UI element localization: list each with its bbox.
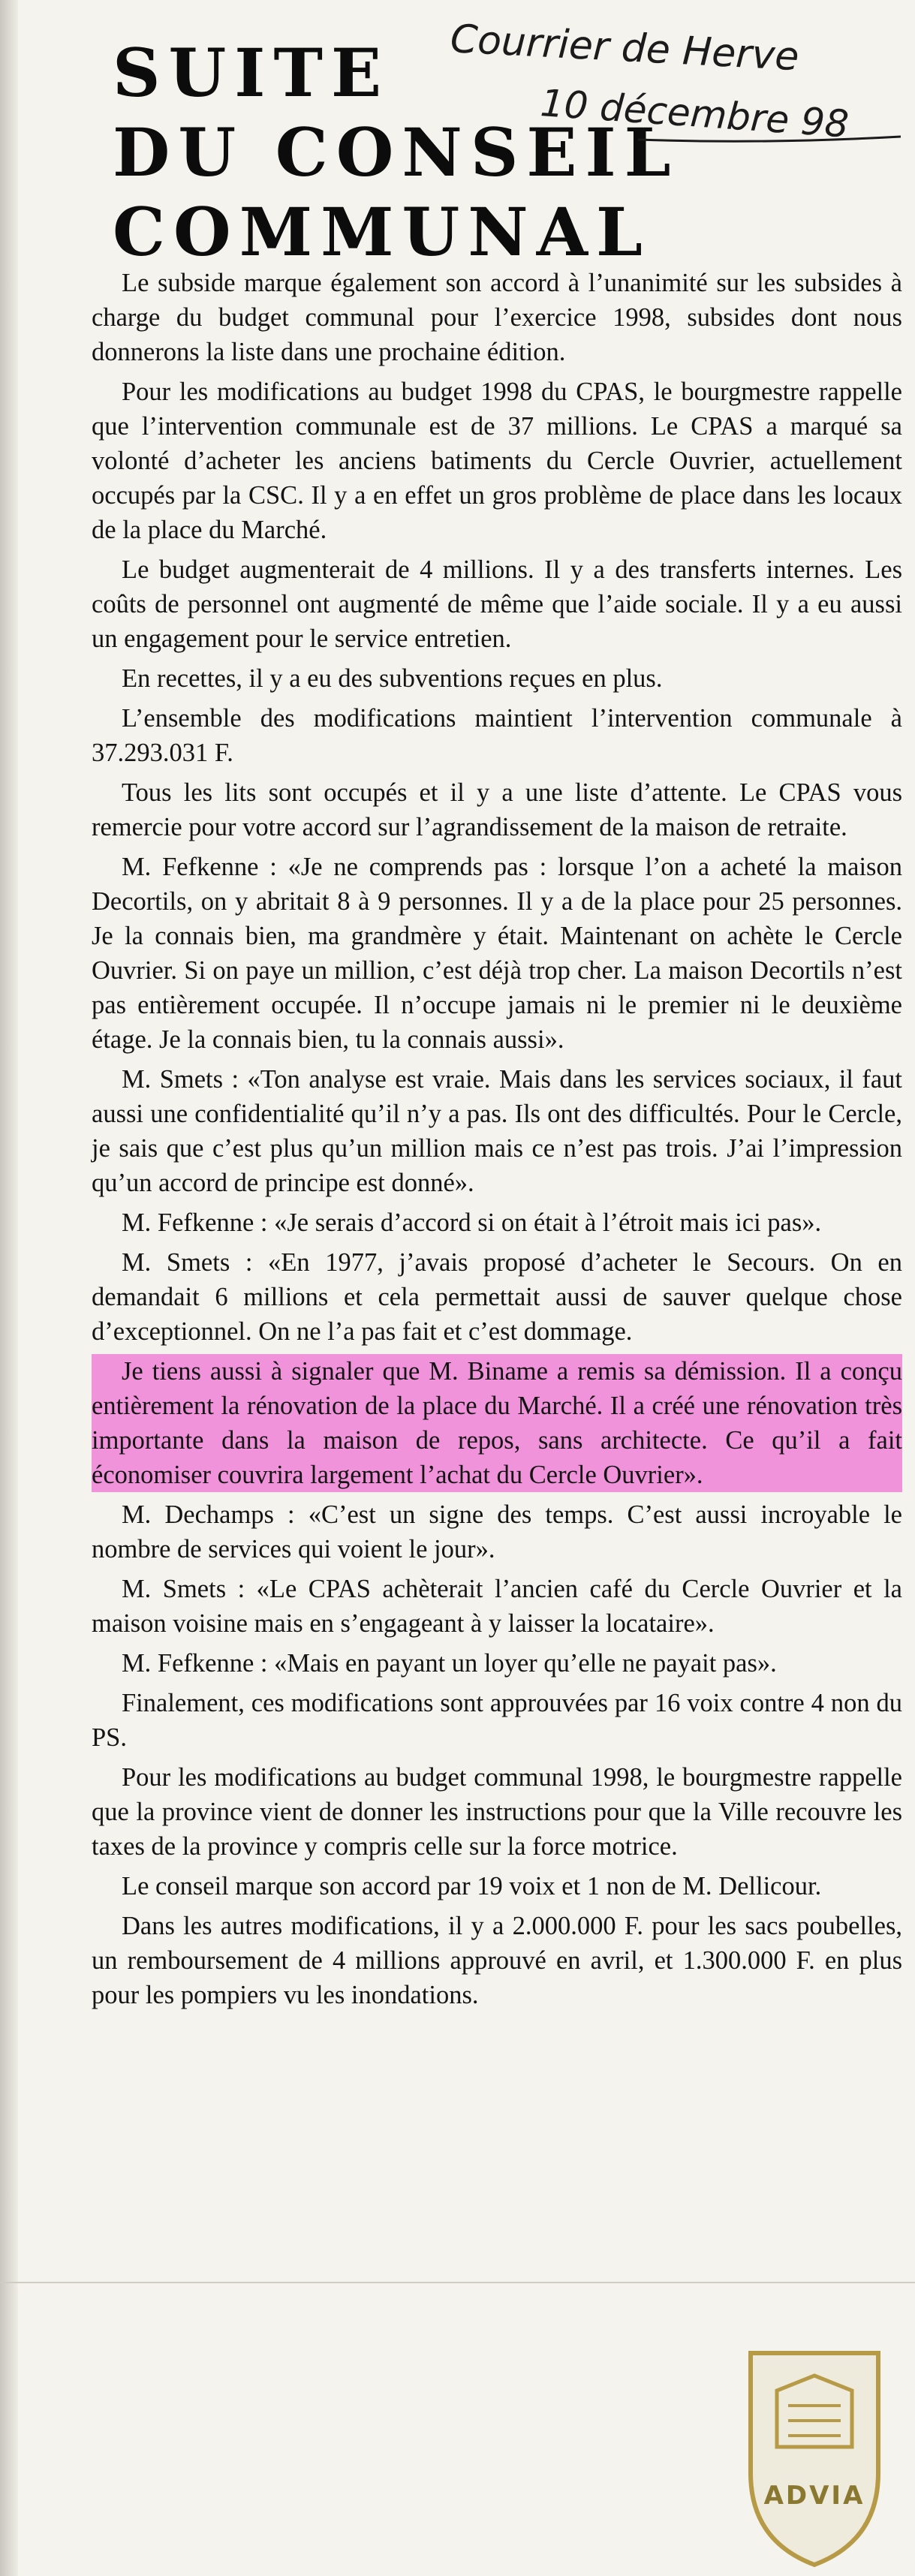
- article-paragraph: Pour les modifications au budget 1998 du CPAS, le bourgmestre rappelle que l’intervention communale est de 37 millions. Le CPAS a marqué sa volonté d’acheter les anciens batiments du Cercle Ouvrier, actuellement occupés par la CSC. Il y a en effet un gros problème de place dans les locaux de la place du Marché.: [92, 378, 902, 544]
- article-paragraph: Le conseil marque son accord par 19 voix et 1 non de M. Dellicour.: [122, 1872, 822, 1900]
- article-paragraph: M. Fefkenne : «Mais en payant un loyer qu’elle ne payait pas».: [122, 1649, 777, 1678]
- article-paragraph: M. Smets : «Le CPAS achèterait l’ancien café du Cercle Ouvrier et la maison voisine mais en s’engageant à y laisser la locataire».: [92, 1575, 902, 1638]
- article-paragraph: En recettes, il y a eu des subventions reçues en plus.: [122, 664, 663, 693]
- article-paragraph: Finalement, ces modifications sont approuvées par 16 voix contre 4 non du PS.: [92, 1689, 902, 1752]
- archive-stamp: [736, 2323, 893, 2571]
- article-paragraph: Le budget augmenterait de 4 millions. Il y a des transferts internes. Les coûts de personnel ont augmenté de même que l’aide sociale. Il y a eu aussi un engagement pour le service entretien.: [92, 555, 902, 653]
- handwritten-annotation: [443, 0, 915, 150]
- handwritten-date: 10 décembre 98: [538, 81, 850, 146]
- article-paragraph: M. Smets : «Ton analyse est vraie. Mais dans les services sociaux, il faut aussi une confidentialité qu’il n’y a pas. Ils ont des difficultés. Pour le Cercle, je sais que c’est plus qu’un million mais ce n’est pas trois. J’ai l’impression qu’un accord de principe est donné».: [92, 1065, 902, 1197]
- article-paragraph: M. Smets : «En 1977, j’avais proposé d’acheter le Secours. On en demandait 6 millions et cela permettait aussi de sauver quelque chose d’exceptionnel. On ne l’a pas fait et c’est dommage.: [92, 1248, 902, 1346]
- article-paragraph: Pour les modifications au budget communal 1998, le bourgmestre rappelle que la province vient de donner les instructions pour que la Ville recouvre les taxes de la province y compris celle sur la force motrice.: [92, 1763, 902, 1861]
- article-body: [92, 266, 902, 2018]
- article-paragraph: Le subside marque également son accord à l’unanimité sur les subsides à charge du budget communal pour l’exercice 1998, subsides dont nous donnerons la liste dans une prochaine édition.: [92, 269, 902, 366]
- clipping-fold-line: [0, 2282, 915, 2283]
- article-paragraph: M. Dechamps : «C’est un signe des temps. C’est aussi incroyable le nombre de services qui voient le jour».: [92, 1500, 902, 1563]
- headline-line-3: COMMUNAL: [113, 193, 651, 271]
- article-paragraph: Tous les lits sont occupés et il y a une liste d’attente. Le CPAS vous remercie pour votre accord sur l’agrandissement de la maison de retraite.: [92, 778, 902, 841]
- headline-line-1: SUITE: [113, 34, 390, 112]
- headline-line-2: DU CONSEIL: [113, 113, 679, 191]
- article-paragraph: L’ensemble des modifications maintient l’intervention communale à 37.293.031 F.: [92, 704, 902, 767]
- shield-logo-icon: [736, 2323, 893, 2571]
- highlighted-paragraph: Je tiens aussi à signaler que M. Biname a remis sa démission. Il a conçu entièrement la rénovation de la place du Marché. Il a créé une rénovation très importante dans la maison de repos, sans architecte. Ce qu’il a fait économiser couvrira largement l’achat du Cercle Ouvrier».: [92, 1354, 902, 1492]
- stamp-label: ADVIA: [763, 2481, 865, 2511]
- article-paragraph: M. Fefkenne : «Je ne comprends pas : lorsque l’on a acheté la maison Decortils, on y abritait 8 à 9 personnes. Il y a de la place pour 25 personnes. Je la connais bien, ma grandmère y était. Maintenant on achète le Cercle Ouvrier. Si on paye un million, c’est déjà trop cher. La maison Decortils n’est pas entièrement occupée. Il n’occupe jamais ni le premier ni le deuxième étage. Je la connais bien, tu la connais aussi».: [92, 853, 902, 1054]
- article-paragraph: M. Fefkenne : «Je serais d’accord si on était à l’étroit mais ici pas».: [122, 1208, 822, 1237]
- handwritten-source: Courrier de Herve: [449, 17, 800, 80]
- article-paragraph: Dans les autres modifications, il y a 2.000.000 F. pour les sacs poubelles, un remboursement de 4 millions approuvé en avril, et 1.300.000 F. en plus pour les pompiers vu les inondations.: [92, 1912, 902, 2009]
